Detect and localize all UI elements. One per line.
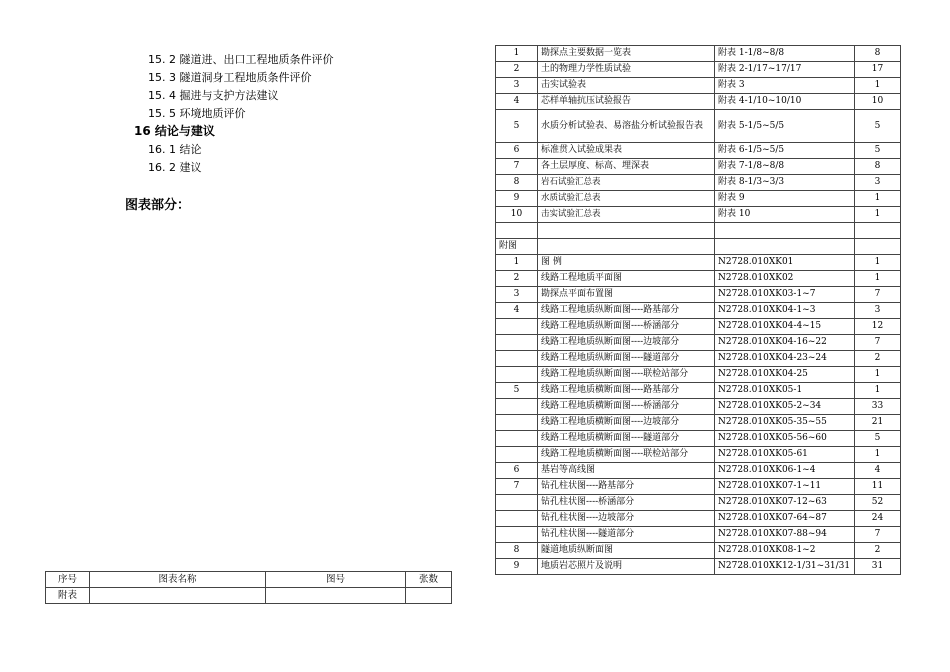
table-row (496, 159, 901, 175)
table-cell: N2728.010XK07-88~94 (715, 527, 855, 543)
table-row (496, 271, 901, 287)
table-cell: 击实试验表 (538, 78, 715, 94)
table-cell: 8 (496, 175, 538, 191)
header-cell: 图表名称 (90, 572, 266, 588)
table-cell: 5 (855, 431, 901, 447)
table-cell (496, 351, 538, 367)
table-cell (855, 239, 901, 255)
table-cell: 5 (855, 143, 901, 159)
table-cell: 3 (855, 175, 901, 191)
table-cell: 8 (855, 159, 901, 175)
left-table (45, 571, 452, 604)
table-row (46, 588, 452, 604)
charts-heading: 图表部分： (125, 198, 191, 213)
table-cell (496, 527, 538, 543)
table-cell: 4 (855, 463, 901, 479)
table-cell: 附表 8-1/3~3/3 (715, 175, 855, 191)
table-cell: 线路工程地质横断面图----边坡部分 (538, 415, 715, 431)
table-cell: 7 (496, 479, 538, 495)
toc-item-15-5: 15. 5 环境地质评价 (148, 107, 246, 120)
table-row (496, 94, 901, 110)
table-row (496, 62, 901, 78)
table-cell: N2728.010XK02 (715, 271, 855, 287)
table-cell: N2728.010XK05-61 (715, 447, 855, 463)
table-cell: 24 (855, 511, 901, 527)
table-cell: 31 (855, 559, 901, 575)
table-cell: 附表 3 (715, 78, 855, 94)
table-cell: N2728.010XK05-1 (715, 383, 855, 399)
table-cell: 2 (496, 62, 538, 78)
table-cell: 线路工程地质横断面图----路基部分 (538, 383, 715, 399)
table-cell: 7 (855, 335, 901, 351)
table-cell: N2728.010XK04-1~3 (715, 303, 855, 319)
table-cell: 1 (855, 447, 901, 463)
table-cell: 附表 (46, 588, 90, 604)
table-cell: 1 (855, 78, 901, 94)
table-cell: 5 (855, 110, 901, 143)
table-cell: 1 (855, 191, 901, 207)
table-row (496, 303, 901, 319)
table-cell: 1 (855, 207, 901, 223)
table-cell: 附表 4-1/10~10/10 (715, 94, 855, 110)
table-row (496, 543, 901, 559)
table-cell: 勘探点主要数据一览表 (538, 46, 715, 62)
table-cell: 基岩等高线图 (538, 463, 715, 479)
table-cell: 土的物理力学性质试验 (538, 62, 715, 78)
table-cell: 2 (855, 543, 901, 559)
table-cell: 线路工程地质横断面图----联检站部分 (538, 447, 715, 463)
table-row (496, 463, 901, 479)
table-cell: 附表 2-1/17~17/17 (715, 62, 855, 78)
toc-item-16-1: 16. 1 结论 (148, 143, 202, 156)
table-cell (538, 239, 715, 255)
table-cell: 钻孔柱状图----隧道部分 (538, 527, 715, 543)
toc-section-16: 16 结论与建议 (134, 124, 215, 138)
table-cell: 附表 1-1/8~8/8 (715, 46, 855, 62)
table-cell: 2 (855, 351, 901, 367)
table-cell: 线路工程地质纵断面图----边坡部分 (538, 335, 715, 351)
table-cell: 附表 5-1/5~5/5 (715, 110, 855, 143)
table-cell: 附表 9 (715, 191, 855, 207)
table-cell: 击实试验汇总表 (538, 207, 715, 223)
table-cell: 线路工程地质平面图 (538, 271, 715, 287)
table-cell: N2728.010XK12-1/31~31/31 (715, 559, 855, 575)
table-header-row (46, 572, 452, 588)
table-cell: 10 (855, 94, 901, 110)
table-cell: 5 (496, 383, 538, 399)
table-cell: N2728.010XK08-1~2 (715, 543, 855, 559)
table-cell: 1 (855, 255, 901, 271)
table-cell: 5 (496, 110, 538, 143)
table-cell: 52 (855, 495, 901, 511)
table-cell: 9 (496, 191, 538, 207)
table-cell: 附表 10 (715, 207, 855, 223)
table-row (496, 511, 901, 527)
table-row (496, 399, 901, 415)
table-cell (496, 335, 538, 351)
table-cell: N2728.010XK04-23~24 (715, 351, 855, 367)
header-cell: 图号 (266, 572, 406, 588)
table-cell: 8 (855, 46, 901, 62)
table-row (496, 431, 901, 447)
table-cell: 9 (496, 559, 538, 575)
table-row (496, 383, 901, 399)
table-cell (406, 588, 452, 604)
table-cell: 水质分析试验表、易溶盐分析试验报告表 (538, 110, 715, 143)
table-cell: 附表 7-1/8~8/8 (715, 159, 855, 175)
table-cell: 10 (496, 207, 538, 223)
table-cell: 7 (855, 287, 901, 303)
table-cell: 岩石试验汇总表 (538, 175, 715, 191)
table-cell: 33 (855, 399, 901, 415)
table-cell: 线路工程地质横断面图----桥涵部分 (538, 399, 715, 415)
table-cell: N2728.010XK07-1~11 (715, 479, 855, 495)
table-cell (496, 223, 538, 239)
table-cell (538, 223, 715, 239)
table-cell: 7 (855, 527, 901, 543)
table-cell (266, 588, 406, 604)
table-cell: 线路工程地质纵断面图----桥涵部分 (538, 319, 715, 335)
table-cell: 水质试验汇总表 (538, 191, 715, 207)
table-cell: 21 (855, 415, 901, 431)
table-row (496, 415, 901, 431)
table-row (496, 527, 901, 543)
table-cell (855, 223, 901, 239)
toc-item-15-4: 15. 4 掘进与支护方法建议 (148, 89, 279, 102)
toc-item-15-3: 15. 3 隧道洞身工程地质条件评价 (148, 71, 312, 84)
table-cell: N2728.010XK04-16~22 (715, 335, 855, 351)
table-row (496, 78, 901, 94)
table-cell (496, 511, 538, 527)
table-row (496, 207, 901, 223)
table-row (496, 447, 901, 463)
table-cell (496, 415, 538, 431)
table-row (496, 559, 901, 575)
table-cell (496, 367, 538, 383)
table-cell: 1 (855, 367, 901, 383)
table-cell: N2728.010XK05-2~34 (715, 399, 855, 415)
table-cell: N2728.010XK07-64~87 (715, 511, 855, 527)
table-cell: 17 (855, 62, 901, 78)
table-cell: N2728.010XK05-56~60 (715, 431, 855, 447)
table-cell (496, 399, 538, 415)
table-cell: 隧道地质纵断面图 (538, 543, 715, 559)
table-cell: 1 (855, 383, 901, 399)
table-row (496, 287, 901, 303)
table-row (496, 46, 901, 62)
table-cell: N2728.010XK07-12~63 (715, 495, 855, 511)
table-cell: 1 (496, 255, 538, 271)
table-row (496, 239, 901, 255)
table-cell: N2728.010XK04-25 (715, 367, 855, 383)
table-cell: 3 (855, 303, 901, 319)
table-cell (496, 447, 538, 463)
table-cell: 线路工程地质纵断面图----联检站部分 (538, 367, 715, 383)
right-table (495, 45, 901, 575)
table-cell: N2728.010XK03-1~7 (715, 287, 855, 303)
table-cell (715, 239, 855, 255)
table-cell: 8 (496, 543, 538, 559)
table-row (496, 335, 901, 351)
table-cell: 标准贯入试验成果表 (538, 143, 715, 159)
table-row (496, 143, 901, 159)
header-cell: 张数 (406, 572, 452, 588)
table-cell: 地质岩芯照片及说明 (538, 559, 715, 575)
table-cell (715, 223, 855, 239)
table-row (496, 175, 901, 191)
table-cell: 附图 (496, 239, 538, 255)
table-cell: 7 (496, 159, 538, 175)
table-row (496, 367, 901, 383)
table-row (496, 110, 901, 143)
table-cell: 4 (496, 94, 538, 110)
table-cell (496, 319, 538, 335)
table-cell: 勘探点平面布置图 (538, 287, 715, 303)
table-cell: 钻孔柱状图----桥涵部分 (538, 495, 715, 511)
table-row (496, 223, 901, 239)
table-cell: N2728.010XK06-1~4 (715, 463, 855, 479)
table-cell: 线路工程地质横断面图----隧道部分 (538, 431, 715, 447)
table-cell (496, 431, 538, 447)
table-cell: 2 (496, 271, 538, 287)
table-cell: 各土层厚度、标高、埋深表 (538, 159, 715, 175)
table-cell: 6 (496, 143, 538, 159)
table-row (496, 495, 901, 511)
table-row (496, 255, 901, 271)
table-cell: 线路工程地质纵断面图----隧道部分 (538, 351, 715, 367)
table-cell: 线路工程地质纵断面图----路基部分 (538, 303, 715, 319)
table-cell: 钻孔柱状图----路基部分 (538, 479, 715, 495)
table-cell: 4 (496, 303, 538, 319)
table-row (496, 351, 901, 367)
table-cell: N2728.010XK04-4~15 (715, 319, 855, 335)
table-cell: 图 例 (538, 255, 715, 271)
table-cell: 1 (855, 271, 901, 287)
table-cell: 3 (496, 78, 538, 94)
table-cell (90, 588, 266, 604)
table-row (496, 191, 901, 207)
table-cell: N2728.010XK01 (715, 255, 855, 271)
toc-item-15-2: 15. 2 隧道进、出口工程地质条件评价 (148, 53, 334, 66)
toc-item-16-2: 16. 2 建议 (148, 161, 202, 174)
table-cell: 3 (496, 287, 538, 303)
table-cell: 钻孔柱状图----边坡部分 (538, 511, 715, 527)
table-row (496, 479, 901, 495)
table-cell: 1 (496, 46, 538, 62)
table-row (496, 319, 901, 335)
table-cell: 12 (855, 319, 901, 335)
table-cell: 芯样单轴抗压试验报告 (538, 94, 715, 110)
table-cell: N2728.010XK05-35~55 (715, 415, 855, 431)
table-cell: 11 (855, 479, 901, 495)
table-cell: 附表 6-1/5~5/5 (715, 143, 855, 159)
table-cell (496, 495, 538, 511)
table-cell: 6 (496, 463, 538, 479)
header-cell: 序号 (46, 572, 90, 588)
